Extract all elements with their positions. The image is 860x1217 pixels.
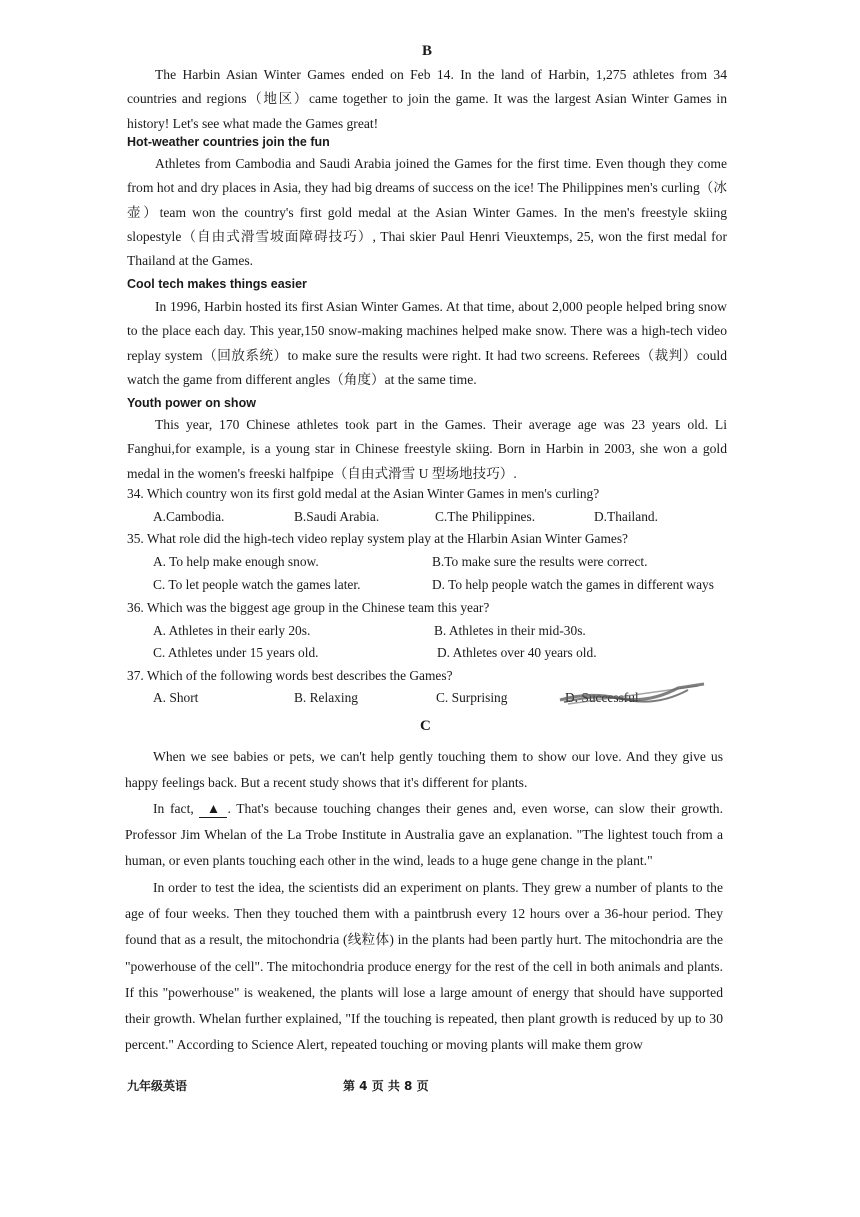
section-letter-b: B [422,43,433,59]
question-34-option-a[interactable]: A.Cambodia. [153,509,225,524]
heading-cool-tech: Cool tech makes things easier [127,277,307,291]
question-37-option-c[interactable]: C. Surprising [436,690,508,705]
question-34-option-b[interactable]: B.Saudi Arabia. [294,509,380,524]
question-36-option-c[interactable]: C. Athletes under 15 years old. [153,645,319,660]
paragraph-cool-tech: In 1996, Harbin hosted its first Asian Winter Games. At that time, about 2,000 people helped bring snow to the place each day. This year,150 snow-making machines helped make snow. There was a high-tech video replay system（回放系统）to make sure the results were right. It had two screens. Referees（裁判）could watch the game from different angles（角度）at the same time. [127,299,727,387]
paragraph-c-2-rest: . That's because touching changes their genes and, even worse, can slow their growth. Professor Jim Whelan of the La Trobe Institute in Australia gave an explanation. "The lightest touch from a human, or even plants touching each other in the wind, leads to a huge gene change in the plant." [125,801,723,869]
question-36-option-b[interactable]: B. Athletes in their mid-30s. [434,623,586,638]
heading-youth-power: Youth power on show [127,396,256,410]
paragraph-intro: The Harbin Asian Winter Games ended on Feb 14. In the land of Harbin, 1,275 athletes from 34 countries and regions（地区）came together to join the game. It was the largest Asian Winter Games in history! Let's see what made the Games great! [127,67,727,131]
question-35-option-d[interactable]: D. To help people watch the games in different ways [432,577,714,592]
heading-hot-weather: Hot-weather countries join the fun [127,135,330,149]
paragraph-c-1: When we see babies or pets, we can't help gently touching them to show our love. And they give us happy feelings back. But a recent study shows that it's different for plants. [125,749,723,791]
question-35-option-a[interactable]: A. To help make enough snow. [153,554,319,569]
paragraph-c-2 [125,796,723,875]
question-37-option-a[interactable]: A. Short [153,690,199,705]
question-36-stem: 36. Which was the biggest age group in the Chinese team this year? [127,600,490,615]
footer-subject: 九年级英语 [127,1079,188,1093]
question-34-option-c[interactable]: C.The Philippines. [435,509,536,524]
question-34-stem: 34. Which country won its first gold medal at the Asian Winter Games in men's curling? [127,486,600,501]
footer-page-number: 第 4 页 共 8 页 [343,1079,429,1093]
question-34-option-d[interactable]: D.Thailand. [594,509,658,524]
paragraph-c-2-start: In fact, [153,801,194,816]
pencil-scribble-mark [558,680,708,708]
question-36-option-a[interactable]: A. Athletes in their early 20s. [153,623,311,638]
paragraph-hot-weather: Athletes from Cambodia and Saudi Arabia joined the Games for the first time. Even though they come from hot and dry places in Asia, they had big dreams of success on the ice! The Philippines men's curling（冰壶）team won the country's first gold medal at the Asian Winter Games. In the men's freestyle skiing slopestyle（自由式滑雪坡面障碍技巧）, Thai skier Paul Henri Vieuxtemps, 25, won the first medal for Thailand at the Games. [127,156,727,269]
answer-blank-triangle[interactable]: ▲ [199,801,227,818]
question-35-stem: 35. What role did the high-tech video replay system play at the Hlarbin Asian Winter Games? [127,531,628,546]
question-35-option-b[interactable]: B.To make sure the results were correct. [432,554,648,569]
paragraph-c-3: In order to test the idea, the scientists did an experiment on plants. They grew a number of plants to the age of four weeks. Then they touched them with a paintbrush every 12 hours over a 36-hour period. They found that as a result, the mitochondria (线粒体) in the plants had been partly hurt. The mitochondria are the "powerhouse of the cell". The mitochondria produce energy for the rest of the cell in both animals and plants. If this "powerhouse" is weakened, the plants will lose a large amount of energy that should have supported their growth. Whelan further explained, "If the touching is repeated, then plant growth is reduced by up to 30 percent." According to Science Alert, repeated touching or moving plants will make them grow [125,880,723,1053]
question-37-stem: 37. Which of the following words best describes the Games? [127,668,453,683]
question-37-option-d[interactable]: D. Successful [565,690,639,705]
question-36-option-d[interactable]: D. Athletes over 40 years old. [437,645,597,660]
paragraph-youth-power: This year, 170 Chinese athletes took part in the Games. Their average age was 23 years old. Li Fanghui,for example, is a young star in Chinese freestyle skiing. Born in Harbin in 2003, she won a gold medal in the women's freeski halfpipe（自由式滑雪 U 型场地技巧）. [127,417,727,481]
section-letter-c: C [420,718,431,734]
question-35-option-c[interactable]: C. To let people watch the games later. [153,577,361,592]
question-37-option-b[interactable]: B. Relaxing [294,690,358,705]
